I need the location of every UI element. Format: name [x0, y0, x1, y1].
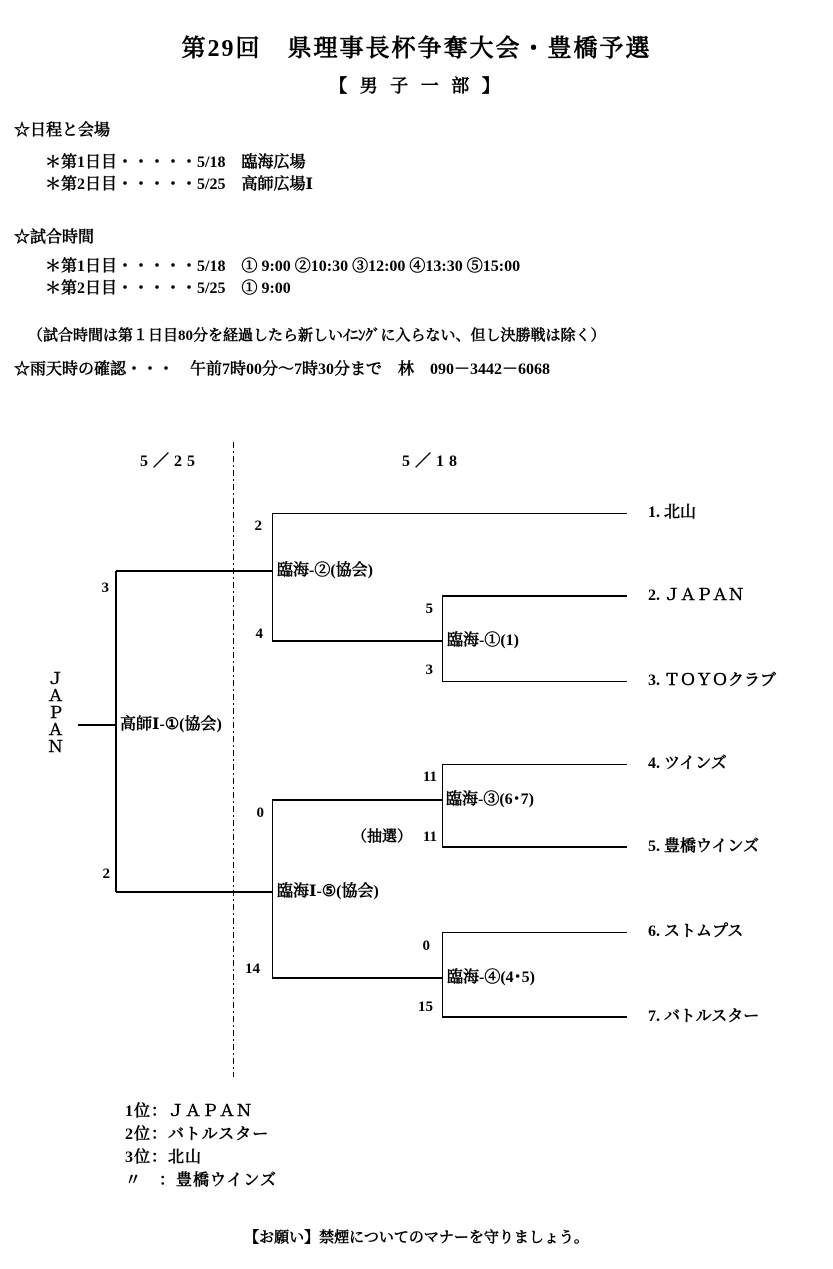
match5-score-top: 0	[256, 805, 264, 821]
bracket-vertical-match5	[272, 800, 273, 978]
bracket-line-match1-winner	[272, 640, 442, 642]
page-subtitle: 【 男 子 一 部 】	[329, 76, 504, 96]
result-third-place-2: 〃 ：豊橋ウインズ	[125, 1172, 278, 1189]
rain-contact-note: ☆雨天時の確認・・・ 午前7時00分～7時30分まで 林 090－3442－6068	[14, 361, 551, 378]
inning-rule-note: （試合時間は第１日目80分を経過したら新しいｲﾆﾝｸﾞに入らない、但し決勝戦は除く）	[28, 328, 606, 344]
match4-score-bottom: 15	[418, 999, 433, 1015]
match3-score-top: 11	[422, 769, 437, 785]
bracket-line-match3-winner	[272, 799, 442, 801]
schedule-heading: ☆日程と会場	[14, 122, 111, 139]
match2-label: 臨海-②(協会)	[277, 562, 373, 579]
bracket-vertical-match4	[442, 932, 443, 1017]
champion-name-vertical: ＪＡＰＡＮ	[45, 670, 62, 755]
team-label-battle-star: 7. バトルスター	[648, 1008, 760, 1025]
match1-label: 臨海-①(1)	[447, 632, 519, 649]
bracket-line-match4-winner	[272, 977, 442, 979]
final-match-label: 高師Ⅰ-①(協会)	[120, 716, 222, 733]
match4-label: 臨海-④(4･5)	[447, 969, 535, 986]
match2-score-bottom: 4	[255, 626, 263, 642]
times-day2: ＊第2日目・・・・・5/25 ① 9:00	[45, 280, 291, 297]
team-label-toyohashi-wins: 5. 豊橋ウインズ	[648, 838, 760, 855]
match1-score-top: 5	[425, 601, 433, 617]
team-label-toyo-club: 3. ＴＯＹＯクラブ	[648, 672, 777, 689]
result-first-place: 1位：ＪＡＰＡＮ	[125, 1103, 254, 1120]
bracket-line-team6	[442, 932, 627, 933]
final-score-bottom: 2	[102, 866, 110, 882]
bracket-line-match5-winner	[116, 891, 272, 893]
bracket-line-team3	[442, 681, 627, 682]
match3-lottery-note: （抽選）	[352, 829, 413, 845]
team-label-japan: 2. ＪＡＰＡＮ	[648, 587, 745, 604]
round-date-final-day: 5／25	[140, 453, 201, 470]
bracket-line-team2-winner	[442, 595, 627, 597]
schedule-day1: ＊第1日目・・・・・5/18 臨海広場	[45, 154, 306, 171]
match5-score-bottom: 14	[245, 961, 260, 977]
times-day1: ＊第1日目・・・・・5/18 ① 9:00 ②10:30 ③12:00 ④13:30 ⑤15:00	[45, 258, 521, 275]
bracket-line-team1	[272, 513, 627, 514]
no-smoking-footer: 【お願い】禁煙についてのマナーを守りましょう。	[244, 1230, 589, 1246]
bracket-vertical-match1	[442, 596, 443, 681]
result-third-place: 3位：北山	[125, 1149, 203, 1166]
result-second-place: 2位：バトルスター	[125, 1126, 270, 1143]
bracket-vertical-match3	[442, 764, 443, 847]
match3-label: 臨海-③(6･7)	[446, 791, 534, 808]
team-label-stomps: 6. ストムプス	[648, 923, 744, 940]
day-divider-dashed-line	[233, 442, 234, 1077]
match3-score-bottom: 11	[422, 829, 437, 845]
final-score-top: 3	[101, 580, 109, 596]
bracket-line-team5-winner	[442, 846, 627, 848]
round-date-first-day: 5／18	[402, 453, 463, 470]
bracket-line-team4	[442, 764, 627, 765]
bracket-vertical-final	[115, 571, 117, 892]
times-heading: ☆試合時間	[14, 229, 95, 246]
match2-score-top: 2	[254, 518, 262, 534]
match1-score-bottom: 3	[425, 662, 433, 678]
match4-score-top: 0	[422, 938, 430, 954]
team-label-twins: 4. ツインズ	[648, 755, 727, 772]
team-label-kitayama: 1. 北山	[648, 504, 697, 521]
match5-label: 臨海Ⅰ-⑤(協会)	[277, 883, 379, 900]
bracket-line-champion	[78, 724, 116, 726]
bracket-line-team7-winner	[442, 1016, 627, 1018]
schedule-day2: ＊第2日目・・・・・5/25 高師広場Ⅰ	[45, 176, 313, 193]
page-title: 第29回 県理事長杯争奪大会・豊橋予選	[181, 36, 652, 62]
bracket-line-match2-winner	[116, 570, 272, 572]
bracket-vertical-match2	[272, 513, 273, 641]
